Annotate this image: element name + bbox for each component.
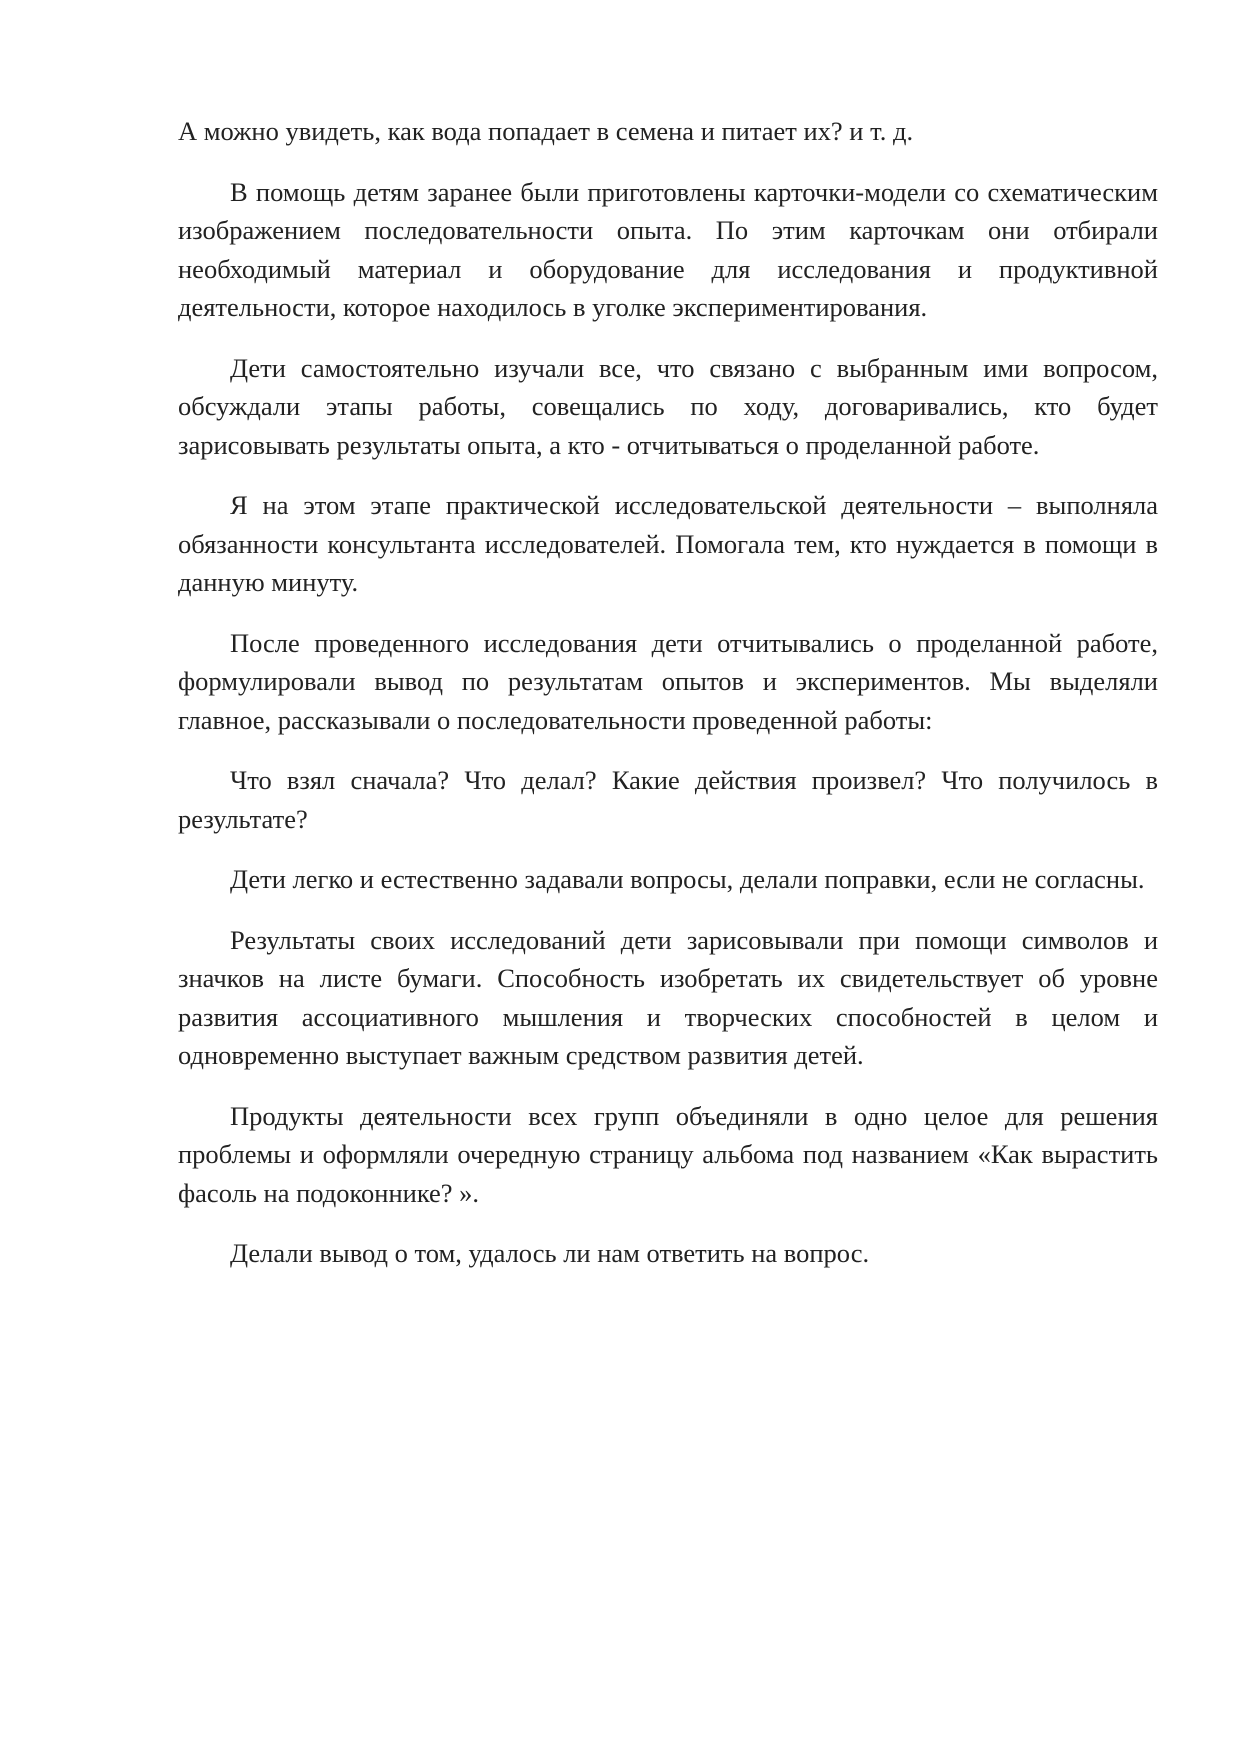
paragraph-1: А можно увидеть, как вода попадает в семена и питает их? и т. д. bbox=[178, 116, 914, 146]
paragraph-4: Я на этом этапе практической исследовательской деятельности – выполняла обязанности консультанта исследователей. Помогала тем, кто нуждается в помощи в данную минуту. bbox=[178, 490, 1158, 597]
document-body bbox=[178, 112, 1158, 1295]
paragraph-2: В помощь детям заранее были приготовлены карточки-модели со схематическим изображением последовательности опыта. По этим карточкам они отбирали необходимый материал и оборудование для исследования и продуктивной деятельности, которое находилось в уголке экспериментирования. bbox=[178, 176, 1158, 322]
paragraph-8: Результаты своих исследований дети зарисовывали при помощи символов и значков на листе бумаги. Способность изобретать их свидетельствует об уровне развития ассоциативного мышления и творческих способностей в целом и одновременно выступает важным средством развития детей. bbox=[178, 924, 1158, 1070]
paragraph-3: Дети самостоятельно изучали все, что связано с выбранным ими вопросом, обсуждали этапы работы, совещались по ходу, договаривались, кто будет зарисовывать результаты опыта, а кто - отчитываться о проделанной работе. bbox=[178, 352, 1158, 460]
paragraph-6: Что взял сначала? Что делал? Какие действия произвел? Что получилось в результате? bbox=[178, 765, 1158, 834]
paragraph-5: После проведенного исследования дети отчитывались о проделанной работе, формулировали вывод по результатам опытов и экспериментов. Мы выделяли главное, рассказывали о последовательности проведенной работы: bbox=[178, 627, 1158, 735]
paragraph-7: Дети легко и естественно задавали вопросы, делали поправки, если не согласны. bbox=[230, 864, 1145, 894]
paragraph-10: Делали вывод о том, удалось ли нам ответить на вопрос. bbox=[230, 1238, 870, 1268]
paragraph-9: Продукты деятельности всех групп объединяли в одно целое для решения проблемы и оформляли очередную страницу альбома под названием «Как вырастить фасоль на подоконнике? ». bbox=[178, 1100, 1158, 1208]
